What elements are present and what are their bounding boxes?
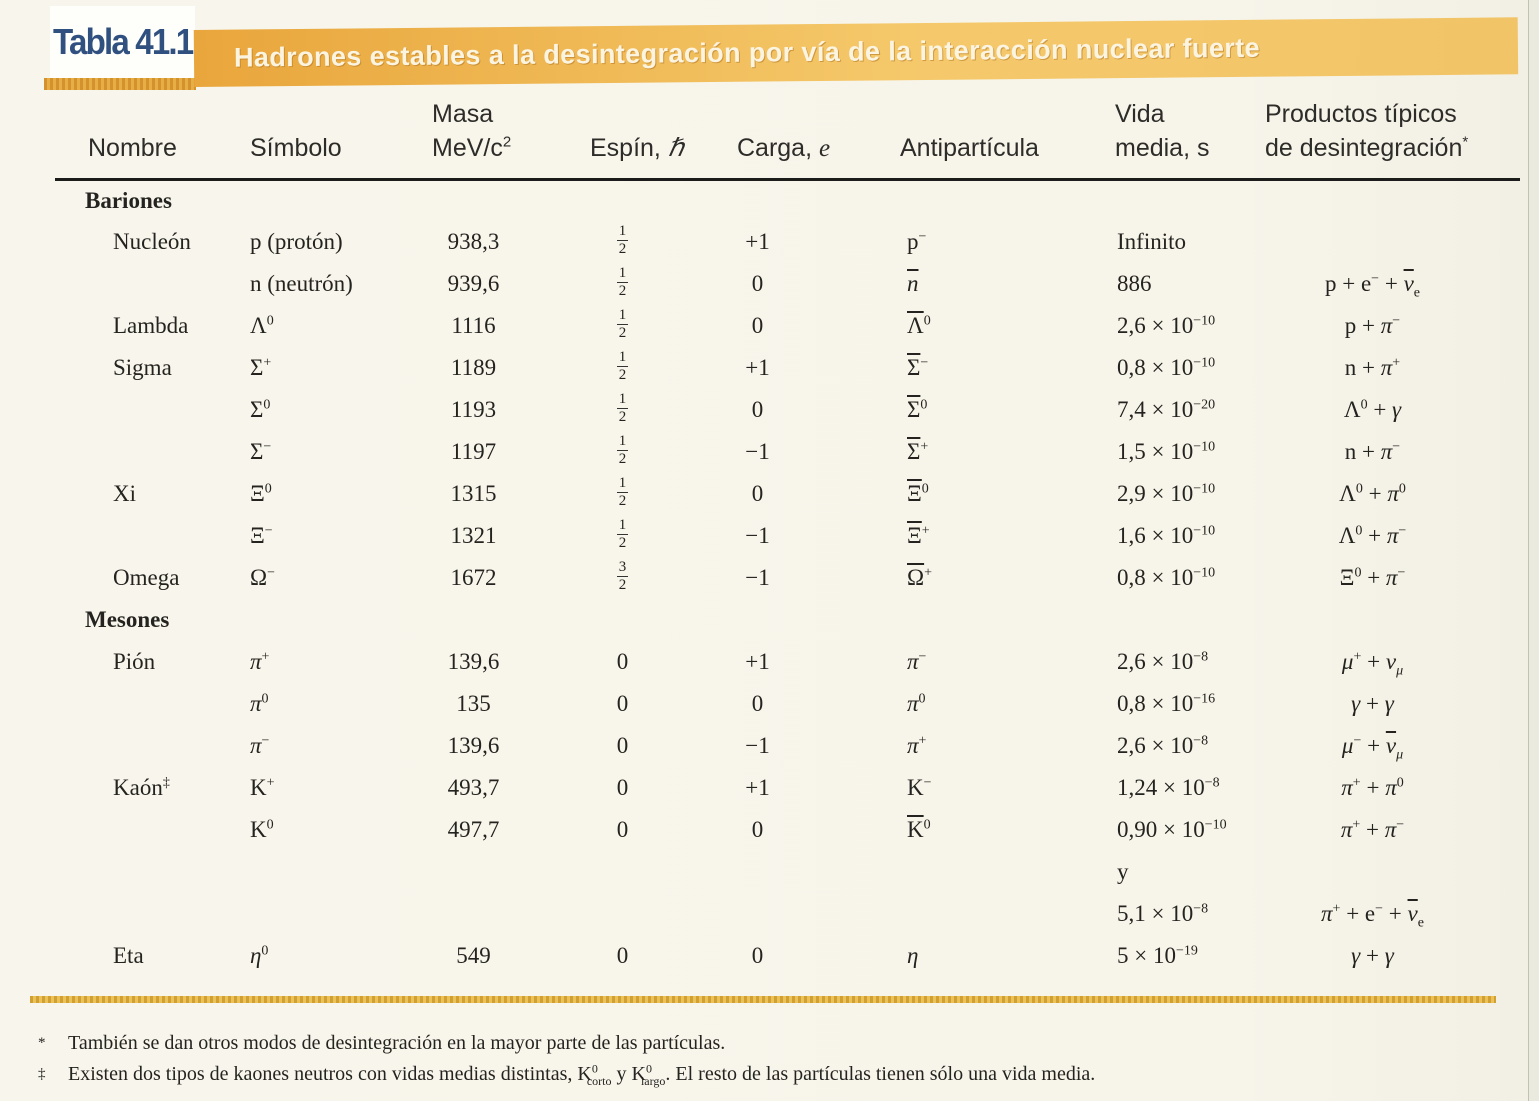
cell-vida-media: $2,6 \times 10^{-8}$ xyxy=(1117,733,1209,758)
cell-vida-media: $0,8 \times 10^{-10}$ xyxy=(1117,355,1216,380)
cell-espin: 0 xyxy=(616,775,629,800)
cell-vida-media: $5,1 \times 10^{-8}$ xyxy=(1117,901,1209,926)
cell-espin: $\frac{1}{2}$ xyxy=(618,307,627,341)
cell-masa xyxy=(420,893,555,935)
table-number-box xyxy=(50,6,195,78)
cell-vida-media: Infinito xyxy=(1117,229,1186,254)
section-label: Mesones xyxy=(85,607,170,632)
cell-espin: $\frac{1}{2}$ xyxy=(618,433,627,467)
cell-vida-media: $2,6 \times 10^{-8}$ xyxy=(1117,649,1209,674)
cell-simbolo xyxy=(230,893,420,935)
cell-simbolo: p (protón) xyxy=(250,229,343,254)
cell-espin: 0 xyxy=(616,649,629,674)
cell-productos: n + π− xyxy=(1344,439,1401,464)
table-row xyxy=(55,347,1520,389)
hadrons-table xyxy=(55,98,1520,977)
cell-antiparticula: $\overline{\Xi}^0$ xyxy=(907,481,929,506)
cell-simbolo: $\eta^0$ xyxy=(250,943,269,968)
cell-vida-media: $0,8 \times 10^{-16}$ xyxy=(1117,691,1216,716)
cell-carga: −1 xyxy=(745,565,770,590)
cell-simbolo: π− xyxy=(250,733,270,758)
cell-carga: 0 xyxy=(751,481,764,506)
cell-productos: γ + γ xyxy=(1351,943,1394,968)
col-header-nombre: Nombre xyxy=(55,98,230,179)
table-header xyxy=(55,98,1520,179)
cell-antiparticula: $\overline{n}$ xyxy=(907,271,919,296)
cell-simbolo: Σ+ xyxy=(250,355,272,380)
cell-masa: 493,7 xyxy=(447,775,500,800)
cell-masa: 1672 xyxy=(450,565,497,590)
cell-espin: $\frac{1}{2}$ xyxy=(618,349,627,383)
footnotes xyxy=(38,1030,1508,1091)
cell-productos: $\pi^+ + \pi^0$ xyxy=(1341,775,1404,800)
cell-nombre xyxy=(55,725,230,767)
footnote-marker: * xyxy=(38,1035,46,1051)
cell-nombre: Sigma xyxy=(113,355,172,380)
cell-nombre xyxy=(55,809,230,851)
col-header-antiparticula: Antipartícula xyxy=(855,98,1085,179)
cell-productos: $\Lambda^0 + \pi^-$ xyxy=(1338,523,1407,548)
cell-masa: 497,7 xyxy=(447,817,500,842)
cell-espin: 0 xyxy=(616,817,629,842)
cell-productos: π+ + π− xyxy=(1340,817,1405,842)
cell-espin: 0 xyxy=(616,943,629,968)
cell-espin xyxy=(555,893,700,935)
cell-simbolo: $\Sigma^0$ xyxy=(250,397,271,422)
cell-vida-media: $1,24 \times 10^{-8}$ xyxy=(1117,775,1220,800)
cell-productos xyxy=(1255,851,1520,893)
cell-antiparticula: $\overline{\Lambda}^0$ xyxy=(907,313,931,338)
cell-masa: 938,3 xyxy=(447,229,500,254)
cell-antiparticula: $\overline{\Omega}^+$ xyxy=(907,565,932,590)
cell-espin: 0 xyxy=(616,733,629,758)
cell-vida-media: $7,4 \times 10^{-20}$ xyxy=(1117,397,1216,422)
footnote-marker: ‡ xyxy=(38,1065,46,1082)
cell-carga: 0 xyxy=(751,817,764,842)
bottom-gold-rule xyxy=(30,996,1496,1003)
cell-carga: +1 xyxy=(745,355,770,380)
cell-vida-media: $1,5 \times 10^{-10}$ xyxy=(1117,439,1216,464)
table-title: Hadrones estables a la desintegración por vía de la interacción nuclear fuerte xyxy=(233,32,1261,73)
cell-nombre: Eta xyxy=(113,943,144,968)
cell-vida-media: $1,6 \times 10^{-10}$ xyxy=(1117,523,1216,548)
cell-nombre: Kaón‡ xyxy=(113,775,170,800)
cell-nombre: Lambda xyxy=(113,313,189,338)
cell-antiparticula: π− xyxy=(907,649,927,674)
cell-productos: $\pi^+ + e^- + \overline{\nu}_e$ xyxy=(1321,901,1424,931)
cell-masa: 939,6 xyxy=(447,271,500,296)
cell-antiparticula: $\overline{\Sigma}^-$ xyxy=(907,355,929,380)
cell-espin: $\frac{1}{2}$ xyxy=(618,265,627,299)
table-row xyxy=(55,767,1520,809)
cell-nombre: Omega xyxy=(113,565,180,590)
cell-espin: $\frac{1}{2}$ xyxy=(618,475,627,509)
table-row xyxy=(55,305,1520,347)
table-row xyxy=(55,641,1520,683)
cell-espin: $\frac{1}{2}$ xyxy=(618,517,627,551)
cell-espin: $\frac{1}{2}$ xyxy=(618,391,627,425)
cell-masa: 135 xyxy=(456,691,491,716)
cell-nombre: Xi xyxy=(113,481,136,506)
cell-nombre xyxy=(55,683,230,725)
gold-strip-under-table-number xyxy=(44,78,196,90)
cell-carga: +1 xyxy=(745,229,770,254)
section-row xyxy=(55,599,1520,641)
cell-carga: 0 xyxy=(751,397,764,422)
footnote-dagger xyxy=(38,1061,1508,1089)
cell-carga: −1 xyxy=(745,439,770,464)
cell-simbolo xyxy=(230,851,420,893)
cell-simbolo: Ξ− xyxy=(250,523,273,548)
cell-productos: $\Lambda^0 + \gamma$ xyxy=(1343,397,1402,422)
col-header-espin: Espín, ℏ xyxy=(555,98,700,179)
cell-simbolo: π+ xyxy=(250,649,270,674)
cell-espin: 0 xyxy=(616,691,629,716)
cell-antiparticula: η xyxy=(907,943,919,968)
cell-productos: $\mu^- + \overline{\nu}_\mu$ xyxy=(1341,733,1404,763)
cell-vida-media: $2,9 \times 10^{-10}$ xyxy=(1117,481,1216,506)
cell-nombre: Nucleón xyxy=(113,229,191,254)
col-header-vida-media: Vida media, s xyxy=(1085,98,1255,179)
cell-masa: 1197 xyxy=(450,439,497,464)
table-row xyxy=(55,221,1520,263)
cell-productos: $p + e^- + \overline{\nu}_e$ xyxy=(1324,271,1420,301)
cell-vida-media: $2,6 \times 10^{-10}$ xyxy=(1117,313,1216,338)
section-label: Bariones xyxy=(85,187,172,213)
table-row xyxy=(55,431,1520,473)
cell-masa: 1189 xyxy=(450,355,497,380)
col-header-carga: Carga, e xyxy=(700,98,855,179)
table-title-banner xyxy=(194,17,1518,87)
cell-nombre xyxy=(55,431,230,473)
cell-vida-media: $0,8 \times 10^{-10}$ xyxy=(1117,565,1216,590)
cell-vida-media: y xyxy=(1117,859,1129,884)
table-row xyxy=(55,935,1520,977)
cell-vida-media: $5 \times 10^{-19}$ xyxy=(1117,943,1198,968)
cell-nombre xyxy=(55,389,230,431)
cell-masa: 1116 xyxy=(451,313,496,338)
section-row xyxy=(55,179,1520,221)
cell-carga xyxy=(700,893,855,935)
cell-vida-media: 886 xyxy=(1117,271,1152,296)
scan-edge xyxy=(1528,0,1539,1101)
table-row xyxy=(55,893,1520,935)
cell-carga: +1 xyxy=(745,649,770,674)
cell-simbolo: Ω− xyxy=(250,565,275,590)
cell-antiparticula: $\pi^0$ xyxy=(907,691,926,716)
cell-carga: +1 xyxy=(745,775,770,800)
table-row xyxy=(55,473,1520,515)
cell-carga: 0 xyxy=(751,691,764,716)
cell-simbolo: K+ xyxy=(250,775,275,800)
cell-nombre xyxy=(55,851,230,893)
cell-antiparticula: $\overline{\Xi}^+$ xyxy=(907,523,930,548)
table-row xyxy=(55,683,1520,725)
cell-productos: $\mu^+ + \nu_\mu$ xyxy=(1341,649,1404,679)
cell-masa: 1315 xyxy=(450,481,497,506)
cell-nombre xyxy=(55,515,230,557)
cell-simbolo: Σ− xyxy=(250,439,272,464)
cell-antiparticula: p− xyxy=(907,229,927,254)
cell-productos xyxy=(1255,221,1520,263)
col-header-productos: Productos típicos de desintegración* xyxy=(1255,98,1520,179)
cell-antiparticula: $\overline{K}^0$ xyxy=(907,817,931,842)
cell-simbolo: n (neutrón) xyxy=(250,271,353,296)
cell-simbolo: $\Xi^0$ xyxy=(250,481,272,506)
cell-antiparticula xyxy=(855,851,1085,893)
cell-nombre: Pión xyxy=(113,649,156,674)
col-header-simbolo: Símbolo xyxy=(230,98,420,179)
cell-simbolo: $\pi^0$ xyxy=(250,691,269,716)
cell-masa: 139,6 xyxy=(447,649,500,674)
cell-simbolo: $K^0$ xyxy=(250,817,274,842)
table-row xyxy=(55,515,1520,557)
table-number-label: Tabla 41.1 xyxy=(52,21,193,62)
cell-antiparticula: K− xyxy=(907,775,932,800)
footnote-asterisk xyxy=(38,1030,1508,1058)
cell-espin xyxy=(555,851,700,893)
cell-antiparticula: $\overline{\Sigma}^+$ xyxy=(907,439,929,464)
table-body xyxy=(55,179,1520,977)
cell-carga: −1 xyxy=(745,523,770,548)
footnote-text: También se dan otros modos de desintegración en la mayor parte de las partículas. xyxy=(68,1032,726,1054)
cell-masa: 549 xyxy=(456,943,491,968)
footnote-text: Existen dos tipos de kaones neutros con vidas medias distintas, $K^0_{corto}$ y $K^0_{largo}$. El resto de las partículas tienen sólo una vida media. xyxy=(68,1060,1096,1088)
cell-antiparticula xyxy=(855,893,1085,935)
table-row xyxy=(55,725,1520,767)
table-row xyxy=(55,263,1520,305)
cell-carga xyxy=(700,851,855,893)
cell-productos: n + π+ xyxy=(1344,355,1401,380)
col-header-masa: Masa MeV/$c^2$ xyxy=(420,98,555,179)
cell-masa: 1193 xyxy=(450,397,497,422)
cell-productos: γ + γ xyxy=(1351,691,1394,716)
table-row xyxy=(55,851,1520,893)
cell-antiparticula: $\overline{\Sigma}^0$ xyxy=(907,397,928,422)
cell-nombre xyxy=(55,893,230,935)
cell-productos: $\Xi^0 + \pi^-$ xyxy=(1339,565,1406,590)
cell-masa: 139,6 xyxy=(447,733,500,758)
cell-masa: 1321 xyxy=(450,523,497,548)
cell-simbolo: $\Lambda^0$ xyxy=(250,313,274,338)
cell-carga: 0 xyxy=(751,271,764,296)
table-row xyxy=(55,389,1520,431)
cell-espin: $\frac{3}{2}$ xyxy=(618,559,627,593)
cell-carga: 0 xyxy=(751,943,764,968)
cell-masa xyxy=(420,851,555,893)
cell-carga: 0 xyxy=(751,313,764,338)
cell-espin: $\frac{1}{2}$ xyxy=(618,223,627,257)
table-row xyxy=(55,809,1520,851)
cell-carga: −1 xyxy=(745,733,770,758)
cell-productos: p + π− xyxy=(1344,313,1401,338)
cell-antiparticula: π+ xyxy=(907,733,927,758)
table-row xyxy=(55,557,1520,599)
cell-productos: $\Lambda^0 + \pi^0$ xyxy=(1339,481,1406,506)
cell-nombre xyxy=(55,263,230,305)
cell-vida-media: $0,90 \times 10^{-10}$ xyxy=(1117,817,1227,842)
